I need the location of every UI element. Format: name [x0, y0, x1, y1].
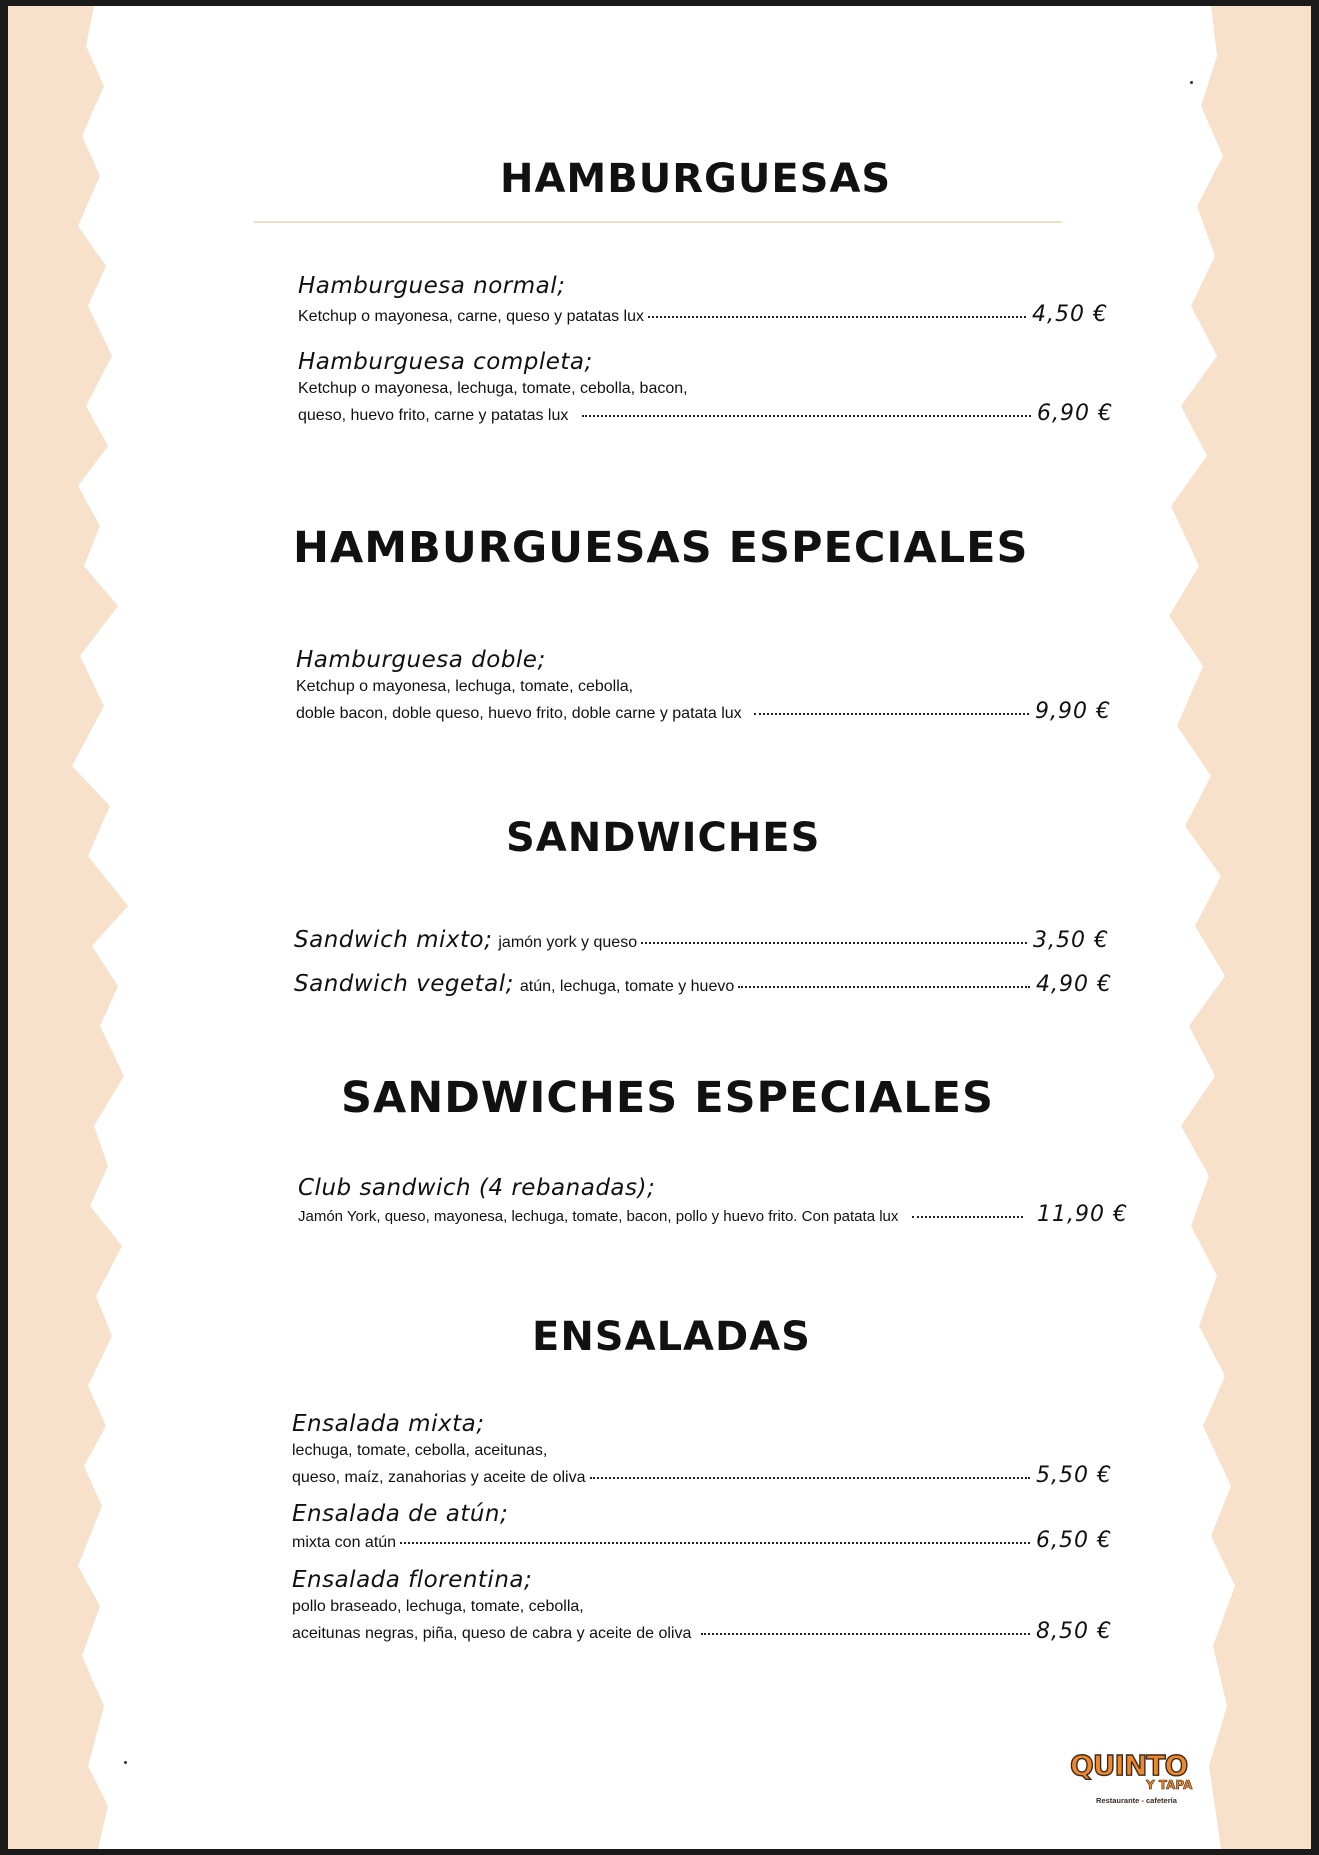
item-price: 8,50 €: [1036, 1619, 1112, 1644]
dot-leader: [701, 1633, 1030, 1635]
item-name: Ensalada mixta;: [292, 1411, 485, 1437]
item-description: doble bacon, doble queso, huevo frito, doble carne y patata lux: [296, 705, 742, 722]
speck: [124, 1761, 127, 1764]
menu-item-club-sandwich: [298, 1174, 1128, 1229]
item-name: Club sandwich (4 rebanadas);: [298, 1175, 656, 1201]
item-description: Jamón York, queso, mayonesa, lechuga, tomate, bacon, pollo y huevo frito. Con patata lux: [298, 1208, 899, 1225]
dot-leader: [641, 942, 1027, 944]
logo-tagline: Restaurante - cafetería: [1096, 1796, 1177, 1805]
item-name: Ensalada de atún;: [292, 1501, 509, 1527]
item-name: Ensalada florentina;: [292, 1567, 533, 1593]
item-price: 6,50 €: [1036, 1528, 1112, 1553]
item-name: Hamburguesa completa;: [298, 349, 593, 375]
dot-leader: [754, 713, 1029, 715]
item-description: mixta con atún: [292, 1534, 397, 1551]
menu-item-ensalada-mixta: [292, 1410, 1112, 1490]
item-description: aceitunas negras, piña, queso de cabra y aceite de oliva: [292, 1625, 692, 1642]
menu-item-sandwich-vegetal: [294, 970, 1112, 999]
item-name: Hamburguesa normal;: [298, 273, 566, 299]
dot-leader: [582, 415, 1031, 417]
item-description: atún, lechuga, tomate y huevo: [519, 978, 735, 995]
item-description: jamón york y queso: [498, 934, 638, 951]
item-description: queso, maíz, zanahorias y aceite de oliva: [292, 1469, 586, 1486]
logo-line2: Y TAPA: [1146, 1778, 1193, 1792]
section-title-hamburguesas: HAMBURGUESAS: [500, 156, 892, 202]
menu-item-hamburguesa-normal: [298, 272, 1108, 329]
dot-leader: [590, 1477, 1031, 1479]
section-title-sandwiches: SANDWICHES: [506, 815, 821, 861]
menu-item-ensalada-de-atun: [292, 1500, 1112, 1555]
speck: [1190, 81, 1193, 84]
item-description: Ketchup o mayonesa, lechuga, tomate, cebolla,: [296, 678, 634, 695]
item-name: Sandwich mixto;: [294, 927, 493, 953]
item-description: lechuga, tomate, cebolla, aceitunas,: [292, 1442, 548, 1459]
dot-leader: [400, 1542, 1030, 1544]
dot-leader: [738, 986, 1030, 988]
item-description: queso, huevo frito, carne y patatas lux: [298, 407, 569, 424]
item-price: 4,50 €: [1032, 302, 1108, 327]
menu-page: [8, 6, 1311, 1849]
item-description: Ketchup o mayonesa, lechuga, tomate, cebolla, bacon,: [298, 380, 688, 397]
section-title-ensaladas: ENSALADAS: [532, 1314, 811, 1360]
item-name: Sandwich vegetal;: [294, 971, 514, 997]
item-name: Hamburguesa doble;: [296, 647, 546, 673]
menu-item-hamburguesa-completa: [298, 348, 1113, 428]
item-price: 4,90 €: [1036, 972, 1112, 997]
left-decorative-edge: [8, 6, 158, 1849]
item-price: 5,50 €: [1036, 1463, 1112, 1488]
item-price: 11,90 €: [1037, 1202, 1128, 1227]
menu-item-ensalada-florentina: [292, 1566, 1112, 1646]
item-description: Ketchup o mayonesa, carne, queso y patatas lux: [298, 308, 644, 325]
menu-item-hamburguesa-doble: [296, 646, 1111, 726]
right-decorative-edge: [1151, 6, 1311, 1849]
item-price: 6,90 €: [1037, 401, 1113, 426]
section-title-hamburguesas-especiales: HAMBURGUESAS ESPECIALES: [293, 523, 1029, 573]
title-underline: [254, 221, 1062, 223]
menu-item-sandwich-mixto: [294, 926, 1109, 955]
logo-line1: QUINTO: [1070, 1749, 1188, 1782]
item-description: pollo braseado, lechuga, tomate, cebolla,: [292, 1598, 584, 1615]
section-title-sandwiches-especiales: SANDWICHES ESPECIALES: [341, 1073, 995, 1123]
quinto-y-tapa-logo: [1068, 1741, 1208, 1811]
dot-leader: [912, 1216, 1023, 1218]
item-price: 3,50 €: [1033, 928, 1109, 953]
dot-leader: [648, 316, 1026, 318]
item-price: 9,90 €: [1035, 699, 1111, 724]
